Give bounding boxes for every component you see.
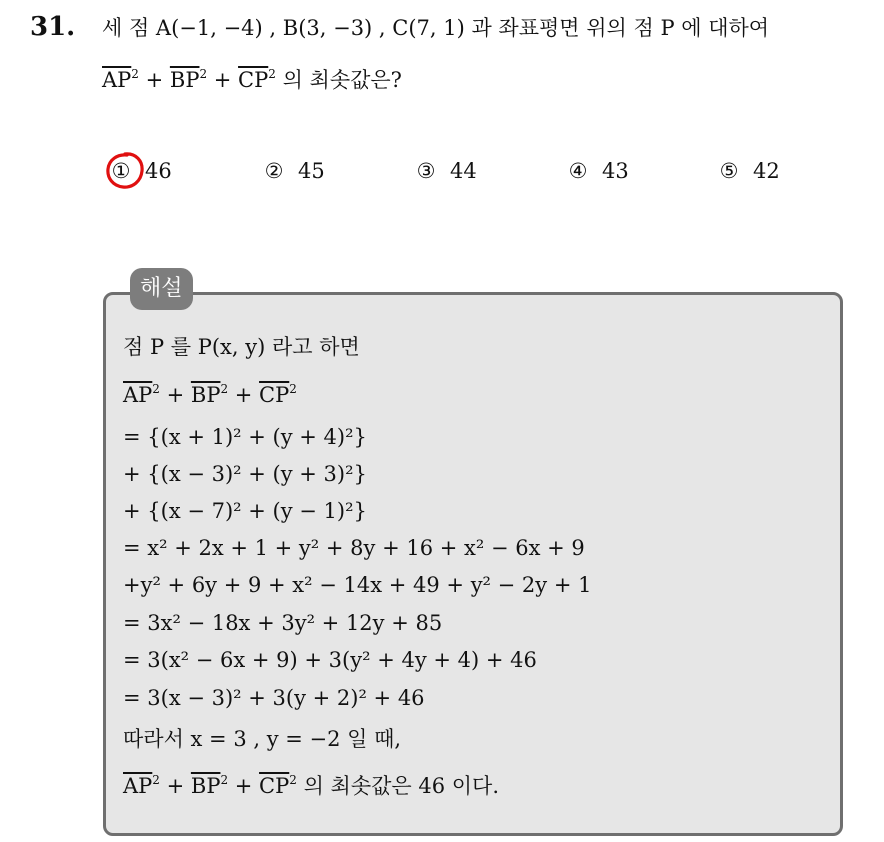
choice-mark: ③ xyxy=(416,159,436,183)
solution-line: = {(x + 1)² + (y + 4)²} xyxy=(123,425,367,449)
solution-line: 따라서 x = 3 , y = −2 일 때, xyxy=(123,727,402,751)
choice-mark: ⑤ xyxy=(719,159,739,183)
choice-2[interactable] xyxy=(262,157,325,185)
question-number: 31. xyxy=(30,12,76,42)
choice-3[interactable] xyxy=(414,157,477,185)
solution-line: = x² + 2x + 1 + y² + 8y + 16 + x² − 6x + 9 xyxy=(123,536,585,560)
choice-1[interactable] xyxy=(109,157,172,185)
expr-sum-squares: $\overline{AP}^2 + \overline{BP}^2 + \overline{CP}^2$ xyxy=(123,773,297,798)
solution-line: 점 P 를 P(x, y) 라고 하면 xyxy=(123,335,360,359)
solution-tag: 해설 xyxy=(130,268,193,310)
answer-choices xyxy=(0,157,884,187)
choice-5[interactable] xyxy=(717,157,780,185)
choice-value: 43 xyxy=(602,159,629,183)
solution-line: +y² + 6y + 9 + x² − 14x + 49 + y² − 2y + 1 xyxy=(123,573,592,597)
solution-line: + {(x − 7)² + (y − 1)²} xyxy=(123,499,367,523)
solution-line: = 3(x − 3)² + 3(y + 2)² + 46 xyxy=(123,686,425,710)
solution-line: + {(x − 3)² + (y + 3)²} xyxy=(123,462,367,486)
question-text-line1: 세 점 A(−1, −4) , B(3, −3) , C(7, 1) 과 좌표평면 위의 점 P 에 대하여 xyxy=(102,16,770,40)
choice-4[interactable] xyxy=(566,157,629,185)
solution-box xyxy=(103,292,843,836)
solution-line: = 3(x² − 6x + 9) + 3(y² + 4y + 4) + 46 xyxy=(123,648,537,672)
question-text-line2 xyxy=(102,66,402,94)
choice-mark: ① xyxy=(111,159,131,183)
choice-value: 44 xyxy=(450,159,477,183)
choice-value: 45 xyxy=(298,159,325,183)
choice-value: 42 xyxy=(753,159,780,183)
choice-value: 46 xyxy=(145,159,172,183)
choice-mark: ④ xyxy=(568,159,588,183)
expr-sum-squares: $\overline{AP}^2 + \overline{BP}^2 + \overline{CP}^2$ xyxy=(102,67,276,92)
solution-line: = 3x² − 18x + 3y² + 12y + 85 xyxy=(123,611,443,635)
solution-final-suffix: 의 최솟값은 46 이다. xyxy=(303,774,500,798)
solution-final-line xyxy=(123,772,499,800)
choice-mark: ② xyxy=(264,159,284,183)
solution-expr-sum-squares: $\overline{AP}^2 + \overline{BP}^2 + \overline{CP}^2$ xyxy=(123,382,297,407)
question-suffix: 의 최솟값은? xyxy=(282,68,402,92)
